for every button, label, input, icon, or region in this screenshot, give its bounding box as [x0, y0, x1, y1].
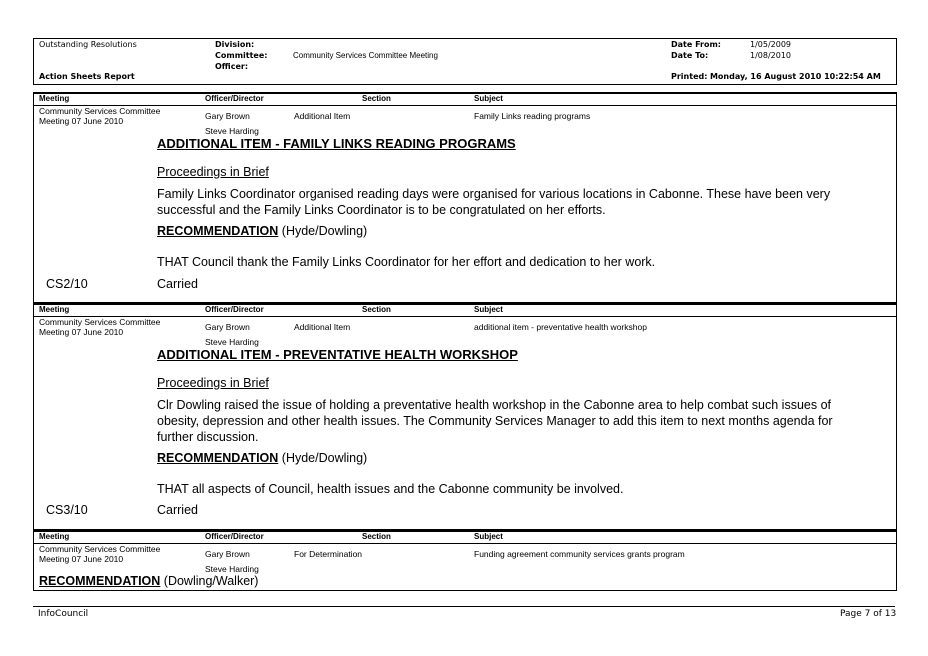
- recommendation: [39, 573, 258, 589]
- report-name: Outstanding Resolutions: [39, 40, 137, 49]
- section-value: Additional Item: [294, 322, 351, 332]
- body-line: Clr Dowling raised the issue of holding a preventative health workshop in the Cabonne area to help combat such issues of: [157, 398, 832, 412]
- col-officer: Officer/Director: [205, 94, 264, 103]
- printed-value: Monday, 16 August 2010 10:22:54 AM: [709, 72, 881, 81]
- action-item: [33, 92, 897, 303]
- committee-label: Committee:: [215, 51, 268, 60]
- subject-value: Funding agreement community services grants program: [474, 549, 685, 559]
- recommendation-movers: (Hyde/Dowling): [281, 451, 368, 465]
- resolution-text: THAT Council thank the Family Links Coordinator for her effort and dedication to her work.: [157, 255, 656, 269]
- action-item: [33, 530, 897, 591]
- recommendation-movers: (Dowling/Walker): [163, 574, 259, 588]
- resolution-text: THAT all aspects of Council, health issues and the Cabonne community be involved.: [157, 482, 624, 496]
- item-title: ADDITIONAL ITEM - PREVENTATIVE HEALTH WORKSHOP: [157, 347, 518, 362]
- footer-rule: [33, 606, 895, 607]
- report-type: Action Sheets Report: [39, 72, 135, 81]
- officer-name: Gary Brown: [205, 549, 250, 559]
- page-number: Page 7 of 13: [840, 609, 897, 619]
- director-name: Steve Harding: [205, 337, 259, 347]
- date-from-value: 1/05/2009: [750, 40, 792, 49]
- col-subject: Subject: [474, 94, 503, 103]
- col-meeting: Meeting: [39, 94, 70, 103]
- printed-stamp: [671, 72, 881, 81]
- meeting-line2: Meeting 07 June 2010: [39, 554, 124, 564]
- date-to-label: Date To:: [671, 51, 709, 60]
- recommendation-label: RECOMMENDATION: [157, 224, 279, 238]
- subject-value: additional item - preventative health workshop: [474, 322, 647, 332]
- resolution-code: CS2/10: [46, 277, 88, 291]
- officer-name: Gary Brown: [205, 111, 250, 121]
- recommendation-movers: (Hyde/Dowling): [281, 224, 368, 238]
- meeting-line1: Community Services Committee: [39, 544, 161, 554]
- col-section: Section: [362, 532, 391, 541]
- date-from-label: Date From:: [671, 40, 722, 49]
- meeting-line1: Community Services Committee: [39, 317, 161, 327]
- meeting-line1: Community Services Committee: [39, 106, 161, 116]
- body-line: successful and the Family Links Coordinator is to be congratulated on her efforts.: [157, 203, 606, 217]
- director-name: Steve Harding: [205, 126, 259, 136]
- resolution-code: CS3/10: [46, 503, 88, 517]
- col-meeting: Meeting: [39, 532, 70, 541]
- division-label: Division:: [215, 40, 255, 49]
- section-value: Additional Item: [294, 111, 351, 121]
- date-to-value: 1/08/2010: [750, 51, 792, 60]
- proceedings-heading: Proceedings in Brief: [157, 165, 269, 179]
- col-officer: Officer/Director: [205, 532, 264, 541]
- recommendation: [157, 223, 367, 239]
- item-title: ADDITIONAL ITEM - FAMILY LINKS READING PROGRAMS: [157, 136, 516, 151]
- committee-value: Community Services Committee Meeting: [293, 51, 438, 60]
- col-section: Section: [362, 305, 391, 314]
- officer-label: Officer:: [215, 62, 249, 71]
- col-subject: Subject: [474, 305, 503, 314]
- resolution-status: Carried: [157, 277, 198, 291]
- director-name: Steve Harding: [205, 564, 259, 574]
- footer-app-name: InfoCouncil: [38, 609, 89, 619]
- col-subject: Subject: [474, 532, 503, 541]
- body-line: Family Links Coordinator organised reading days were organised for various locations in Cabonne. These have been very: [157, 187, 831, 201]
- action-item: [33, 303, 897, 530]
- subject-value: Family Links reading programs: [474, 111, 591, 121]
- body-line: further discussion.: [157, 430, 259, 444]
- recommendation-label: RECOMMENDATION: [39, 574, 161, 588]
- meeting-line2: Meeting 07 June 2010: [39, 116, 124, 126]
- meeting-line2: Meeting 07 June 2010: [39, 327, 124, 337]
- col-meeting: Meeting: [39, 305, 70, 314]
- recommendation: [157, 450, 367, 466]
- column-header-bar: [34, 305, 896, 317]
- col-officer: Officer/Director: [205, 305, 264, 314]
- body-line: obesity, depression and other health issues. The Community Services Manager to add this item to next months agenda for: [157, 414, 833, 428]
- column-header-bar: [34, 532, 896, 544]
- column-header-bar: [34, 94, 896, 106]
- section-value: For Determination: [294, 549, 363, 559]
- printed-label: Printed:: [671, 72, 708, 81]
- resolution-status: Carried: [157, 503, 198, 517]
- proceedings-heading: Proceedings in Brief: [157, 376, 269, 390]
- col-section: Section: [362, 94, 391, 103]
- report-header: [33, 38, 897, 85]
- recommendation-label: RECOMMENDATION: [157, 451, 279, 465]
- officer-name: Gary Brown: [205, 322, 250, 332]
